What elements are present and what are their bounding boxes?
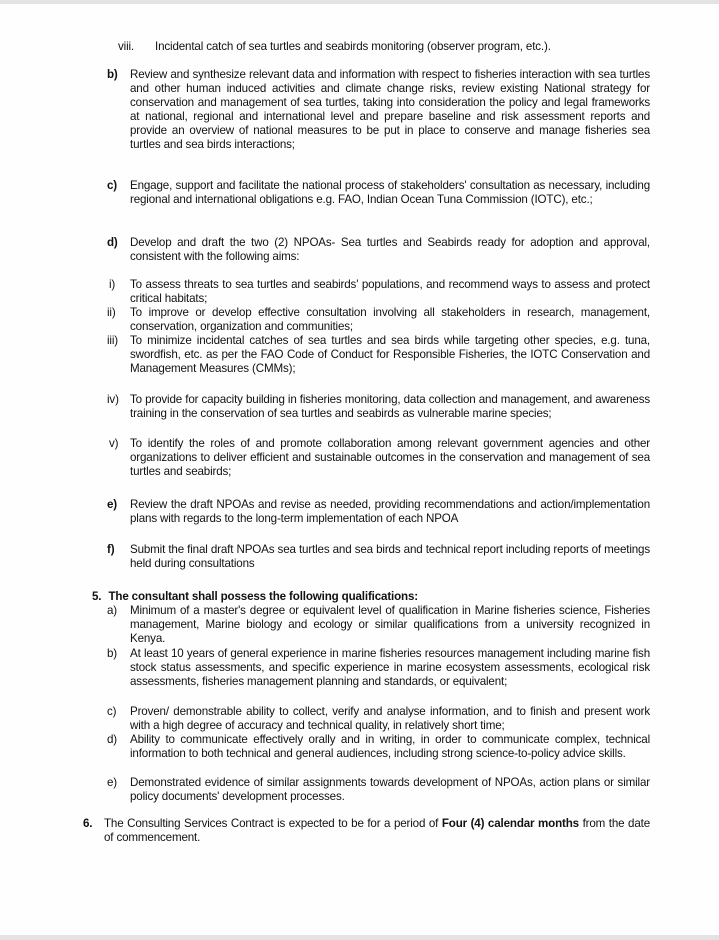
item-text: Minimum of a master's degree or equivalent level of qualification in Marine fisheries science, Fisheries management, Marine biology and ecology or similar qualifications from a university recognized in Kenya. [130,604,650,646]
section-title: The consultant shall possess the following qualifications: [108,590,418,603]
item-text: Demonstrated evidence of similar assignments towards development of NPOAs, action plans or similar policy documents' development processes. [130,776,650,804]
item-label: ii) [107,306,116,319]
item-text: To assess threats to sea turtles and seabirds' populations, and recommend ways to assess and protect critical habitats; [130,278,650,306]
item-label: f) [107,543,115,556]
item-label: e) [107,776,118,789]
item-text: To improve or develop effective consultation involving all stakeholders in research, management, conservation, organization and communities; [130,306,650,334]
item-label: b) [107,647,118,660]
aim-item-i [107,278,650,306]
item-label: c) [107,705,117,718]
section-text-start: The Consulting Services Contract is expected to be for a period of [104,817,442,830]
qualification-item-c [107,705,650,733]
section-text-end: from the date of commencement. [104,817,651,845]
aim-item-iv [107,393,650,421]
task-item-c [107,179,650,207]
aim-item-v [107,437,650,479]
section-5-heading [92,590,652,604]
document-page [0,4,719,935]
task-item-d [107,236,650,264]
item-text: At least 10 years of general experience in marine fisheries resources management including marine fish stock status assessments, and specific experience in marine ecosystem assessments, ecological risk assessments, fisheries management planning and standards, or equivalent; [130,647,650,689]
qualification-item-a [107,604,650,646]
item-text: Engage, support and facilitate the national process of stakeholders' consultation as necessary, including regional and international obligations e.g. FAO, Indian Ocean Tuna Commission (IOTC), etc.; [130,179,650,207]
section-6 [83,817,650,845]
item-text: Review the draft NPOAs and revise as needed, providing recommendations and action/implementation plans with regards to the long-term implementation of each NPOA [130,498,650,526]
item-text: Proven/ demonstrable ability to collect, verify and analyse information, and to finish and present work with a high degree of accuracy and technical quality, in relatively short time; [130,705,650,733]
item-text: Review and synthesize relevant data and information with respect to fisheries interaction with sea turtles and other human induced activities and climate change risks, review existing National strategy for conservation and management of sea turtles, taking into consideration the policy and legal frameworks at national, regional and international level and prepare baseline and risk assessment reports and provide an overview of national measures to be put in place to conserve and manage fisheries sea turtles and sea birds interactions; [130,68,650,152]
qualification-item-e [107,776,650,804]
item-label: viii. [118,40,134,53]
item-text: Submit the final draft NPOAs sea turtles and sea birds and technical report including reports of meetings held during consultations [130,543,650,571]
task-item-f [107,543,650,571]
item-text: Develop and draft the two (2) NPOAs- Sea turtles and Seabirds ready for adoption and approval, consistent with the following aims: [130,236,650,264]
item-label: e) [107,498,118,511]
item-text: Ability to communicate effectively orally and in writing, in order to communicate complex, technical information to both technical and general audiences, including strong science-to-policy advice skills. [130,733,650,761]
task-item-e [107,498,650,526]
task-item-b [107,68,650,153]
qualification-item-d [107,733,650,761]
section-number: 5. [92,590,102,603]
item-label: d) [107,236,118,249]
item-label: iv) [107,393,119,406]
item-label: b) [107,68,118,81]
item-label: a) [107,604,118,617]
item-text: To identify the roles of and promote collaboration among relevant government agencies and other organizations to deliver efficient and sustainable outcomes in the conservation and management of sea turtles and seabirds; [130,437,650,479]
item-text: To minimize incidental catches of sea turtles and sea birds while targeting other species, e.g. tuna, swordfish, etc. as per the FAO Code of Conduct for Responsible Fisheries, the IOTC Conservation and Management Measures (CMMs); [130,334,650,376]
section-text [104,817,650,845]
item-label: i) [109,278,116,291]
qualification-item-b [107,647,650,689]
item-label: v) [109,437,119,450]
section-number: 6. [83,817,93,830]
aim-item-ii [107,306,650,334]
item-label: d) [107,733,118,746]
item-label: iii) [107,334,118,347]
item-label: c) [107,179,118,192]
contract-duration: Four (4) calendar months [441,817,579,830]
item-text: Incidental catch of sea turtles and seabirds monitoring (observer program, etc.). [155,40,551,53]
item-text: To provide for capacity building in fisheries monitoring, data collection and management, and awareness training in the conservation of sea turtles and seabirds as vulnerable marine species; [130,393,650,421]
aim-item-iii [107,334,650,376]
